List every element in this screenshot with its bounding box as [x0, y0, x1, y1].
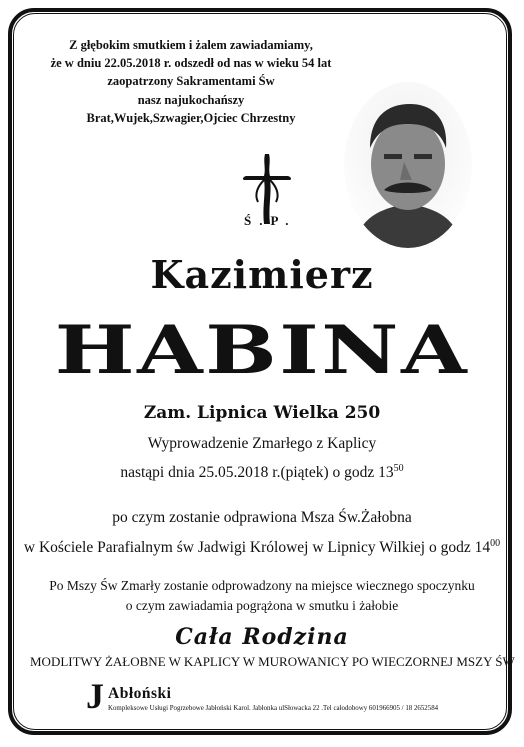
family-signature: Cała Rodzina: [175, 624, 349, 650]
time-minutes: 00: [490, 538, 501, 549]
company-name: Abłoński: [108, 685, 172, 702]
intro-line: Z głębokim smutkiem i żalem zawiadamiamy,: [69, 38, 313, 52]
intro-line: że w dniu 22.05.2018 r. odszedł od nas w wieku 54 lat: [50, 56, 332, 71]
sp-label: Ś.P.: [244, 213, 297, 228]
intro-line: Brat,Wujek,Szwagier,Ojciec Chrzestny: [86, 110, 296, 125]
ceremony-text: nastąpi dnia 25.05.2018 r.(piątek) o godz 13: [120, 464, 394, 482]
ceremony-line: po czym zostanie odprawiona Msza Św.Żałobna: [112, 509, 412, 526]
first-name: Kazimierz: [150, 252, 374, 297]
intro-text: [40, 36, 342, 127]
burial-line: Po Mszy Św Zmarły zostanie odprowadzony na miejsce wiecznego spoczynku: [49, 578, 475, 593]
intro-line: nasz najukochańszy: [137, 92, 245, 107]
company-contact: Kompleksowe Usługi Pogrzebowe Jabłoński Karol. Jabłonka ulSłowacka 22 .Tel całodobowy 601966905 / 18 2652584: [108, 703, 439, 712]
prayers-notice: MODLITWY ŻAŁOBNE W KAPLICY W MUROWANICY PO WIECZORNEJ MSZY ŚW: [30, 654, 515, 669]
address: Zam. Lipnica Wielka 250: [143, 403, 381, 423]
company-logo-initial: J: [86, 676, 104, 716]
ceremony-line: Wyprowadzenie Zmarłego z Kaplicy: [147, 435, 377, 452]
ceremony-text: w Kościele Parafialnym św Jadwigi Królowej w Lipnicy Wilkiej o godz 14: [23, 539, 491, 557]
last-name: HABINA: [54, 311, 470, 389]
time-minutes: 50: [393, 463, 404, 474]
ceremony-line: [0, 463, 524, 482]
ceremony-line: [0, 538, 524, 557]
burial-line: o czym zawiadamia pogrążona w smutku i żałobie: [125, 598, 399, 613]
intro-line: zaopatrzony Sakramentami Św: [107, 74, 275, 89]
deceased-portrait: [344, 82, 472, 248]
